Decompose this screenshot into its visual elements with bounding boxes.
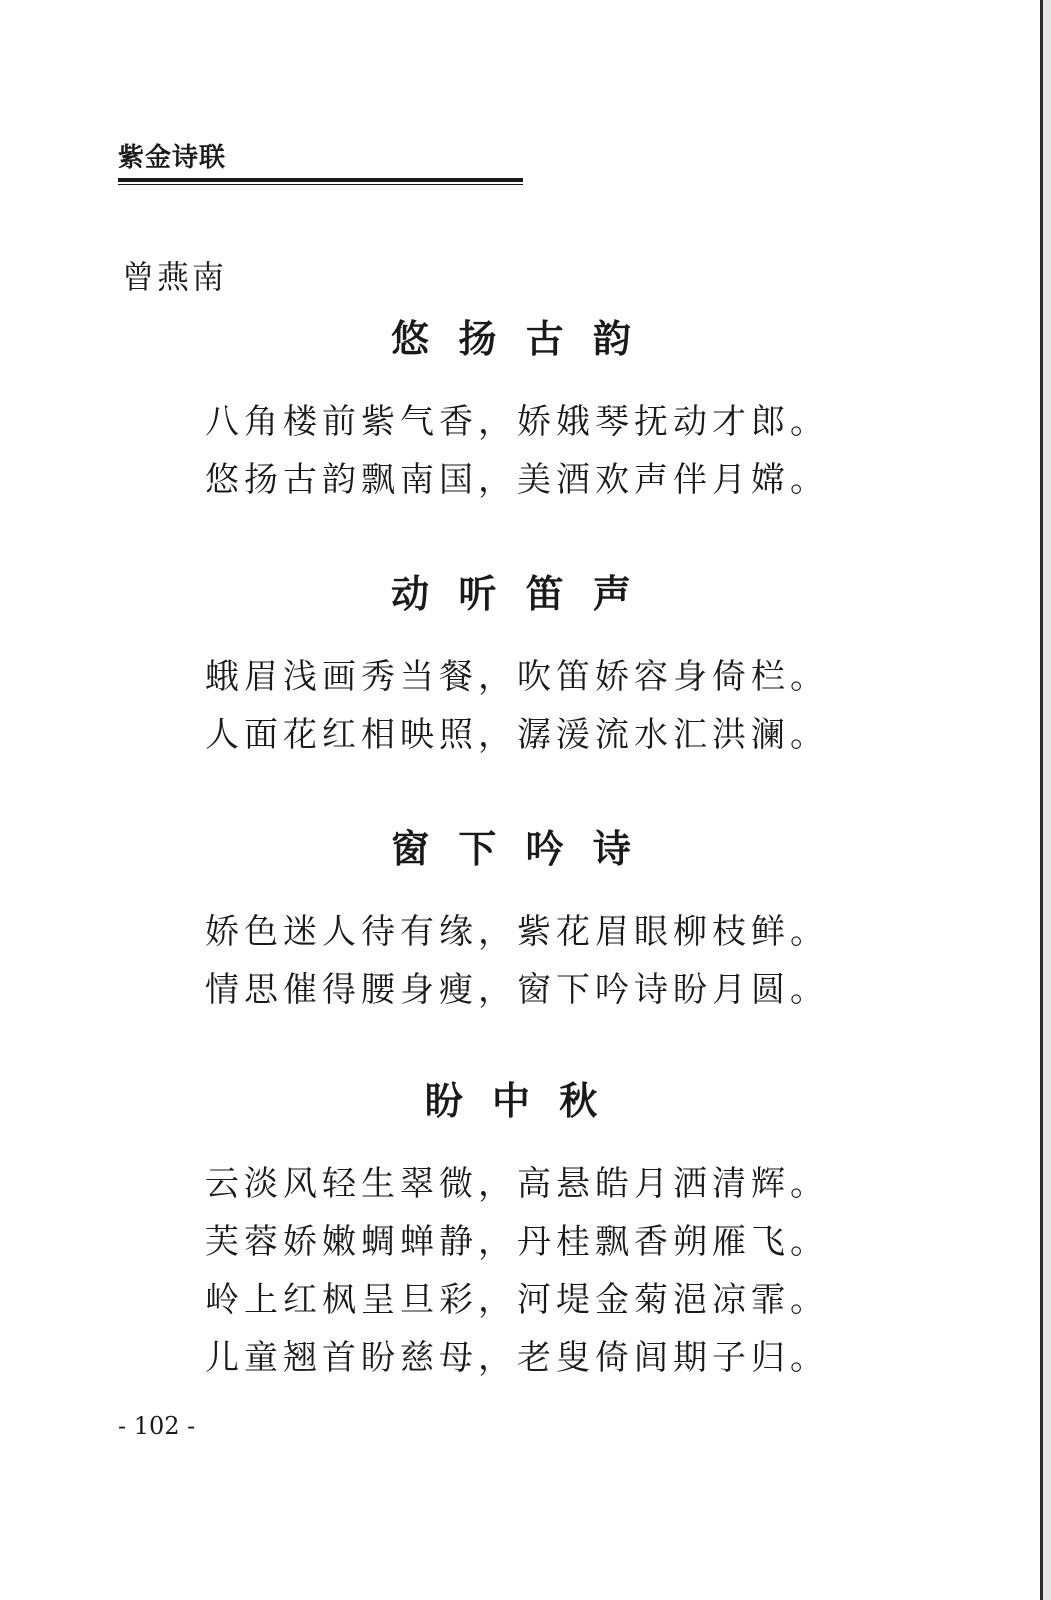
poem-line: 儿童翘首盼慈母，老叟倚闾期子归。	[205, 1338, 829, 1378]
poem-line: 云淡风轻生翠微，高悬皓月洒清辉。	[205, 1164, 829, 1204]
poem-line: 八角楼前紫气香，娇娥琴抚动才郎。	[205, 402, 829, 442]
page-edge-shadow	[1043, 0, 1051, 1600]
running-header	[118, 138, 523, 185]
header-rule-thick	[118, 178, 523, 182]
header-title: 紫金诗联	[118, 143, 227, 173]
page-number: - 102 -	[118, 1412, 196, 1440]
poem-line: 情思催得腰身瘦，窗下吟诗盼月圆。	[205, 970, 829, 1010]
poem-title: 悠 扬 古 韵	[391, 316, 639, 361]
page-edge	[1040, 0, 1043, 1600]
poem-line: 娇色迷人待有缘，紫花眉眼柳枝鲜。	[205, 912, 829, 952]
poem-4	[205, 1070, 845, 1387]
poem-line: 岭上红枫呈旦彩，河堤金菊浥凉霏。	[205, 1280, 829, 1320]
poem-1	[205, 308, 845, 509]
poem-title: 盼 中 秋	[424, 1078, 606, 1123]
poem-line: 悠扬古韵飘南国，美酒欢声伴月嫦。	[205, 460, 829, 500]
poem-3	[205, 818, 845, 1019]
poem-2	[205, 563, 845, 764]
poem-title: 窗 下 吟 诗	[391, 826, 639, 871]
poem-line: 蛾眉浅画秀当餐，吹笛娇容身倚栏。	[205, 657, 829, 697]
author-name: 曾燕南	[122, 258, 228, 296]
poem-line: 芙蓉娇嫩蜩蝉静，丹桂飘香朔雁飞。	[205, 1222, 829, 1262]
poem-line: 人面花红相映照，潺湲流水汇洪澜。	[205, 715, 829, 755]
header-rule-thin	[118, 184, 523, 185]
poem-title: 动 听 笛 声	[391, 571, 639, 616]
